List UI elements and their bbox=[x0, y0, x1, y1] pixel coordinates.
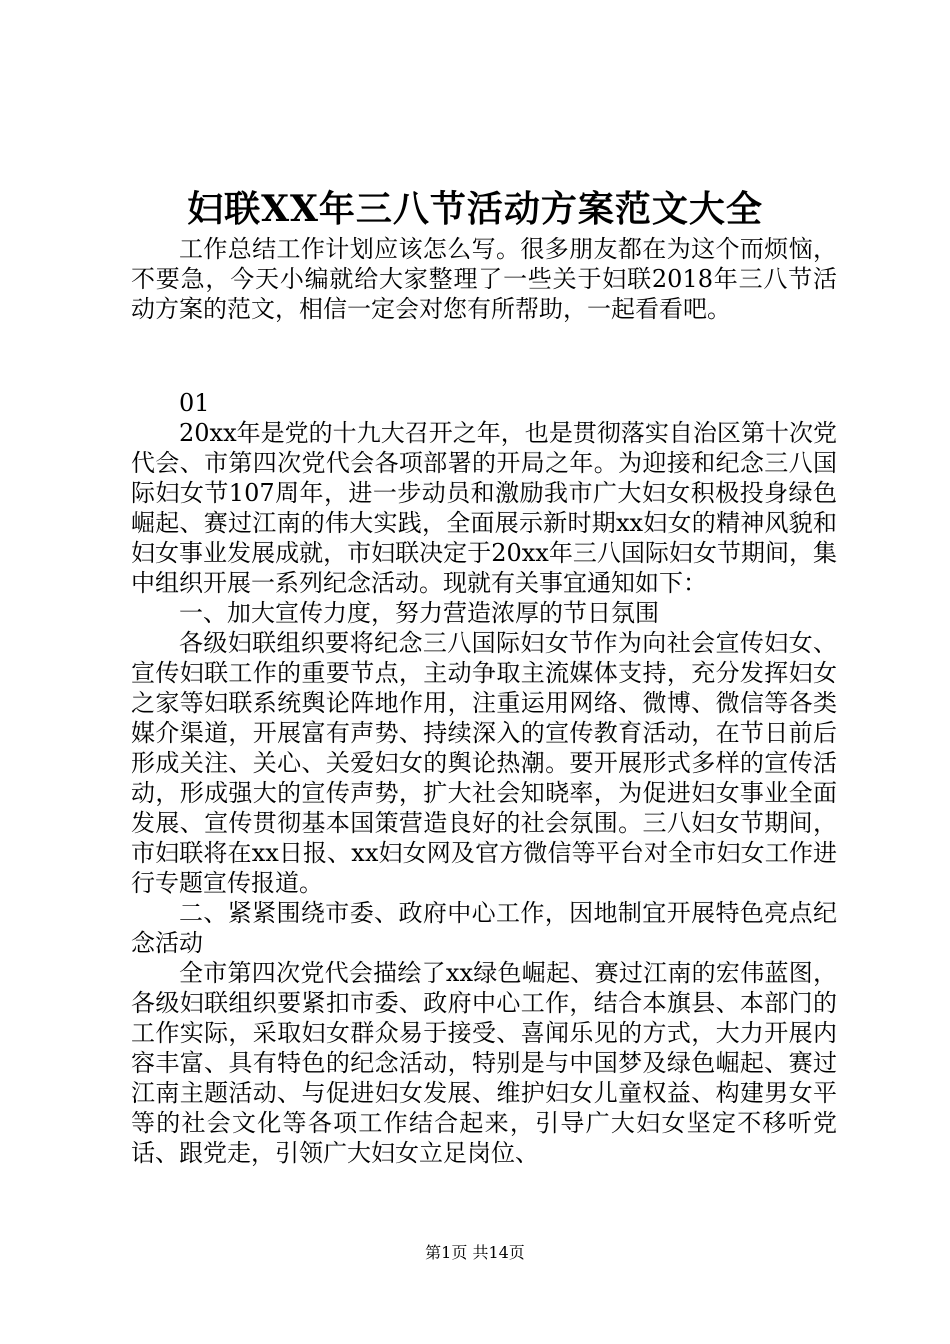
section-heading-2: 二、紧紧围绕市委、政府中心工作，因地制宜开展特色亮点纪念活动 bbox=[131, 899, 837, 957]
intro-paragraph: 工作总结工作计划应该怎么写。很多朋友都在为这个而烦恼，不要急，今天小编就给大家整理了一些关于妇联2018年三八节活动方案的范文，相信一定会对您有所帮助，一起看看吧。 bbox=[131, 235, 837, 323]
section-number: 01 bbox=[179, 389, 210, 417]
document-title: 妇联XX年三八节活动方案范文大全 bbox=[187, 188, 763, 230]
body-paragraph: 20xx年是党的十九大召开之年，也是贯彻落实自治区第十次党代会、市第四次党代会各项部署的开局之年。为迎接和纪念三八国际妇女节107周年，进一步动员和激励我市广大妇女积极投身绿色崛起、赛过江南的伟大实践，全面展示新时期xx妇女的精神风貌和妇女事业发展成就，市妇联决定于20xx年三八国际妇女节期间，集中组织开展一系列纪念活动。现就有关事宜通知如下： bbox=[131, 419, 837, 597]
section-heading-1: 一、加大宣传力度，努力营造浓厚的节日氛围 bbox=[179, 599, 659, 627]
page-footer: 第1页 共14页 bbox=[425, 1243, 525, 1262]
paragraph-gap bbox=[131, 324, 837, 388]
document-body bbox=[131, 234, 837, 1168]
body-paragraph: 全市第四次党代会描绘了xx绿色崛起、赛过江南的宏伟蓝图，各级妇联组织要紧扣市委、政府中心工作，结合本旗县、本部门的工作实际，采取妇女群众易于接受、喜闻乐见的方式，大力开展内容丰富、具有特色的纪念活动，特别是与中国梦及绿色崛起、赛过江南主题活动、与促进妇女发展、维护妇女儿童权益、构建男女平等的社会文化等各项工作结合起来，引导广大妇女坚定不移听党话、跟党走，引领广大妇女立足岗位、 bbox=[131, 959, 837, 1167]
body-paragraph: 各级妇联组织要将纪念三八国际妇女节作为向社会宣传妇女、宣传妇联工作的重要节点，主动争取主流媒体支持，充分发挥妇女之家等妇联系统舆论阵地作用，注重运用网络、微博、微信等各类媒介渠道，开展富有声势、持续深入的宣传教育活动，在节日前后形成关注、关心、关爱妇女的舆论热潮。要开展形式多样的宣传活动，形成强大的宣传声势，扩大社会知晓率，为促进妇女事业全面发展、宣传贯彻基本国策营造良好的社会氛围。三八妇女节期间，市妇联将在xx日报、xx妇女网及官方微信等平台对全市妇女工作进行专题宣传报道。 bbox=[131, 629, 837, 897]
